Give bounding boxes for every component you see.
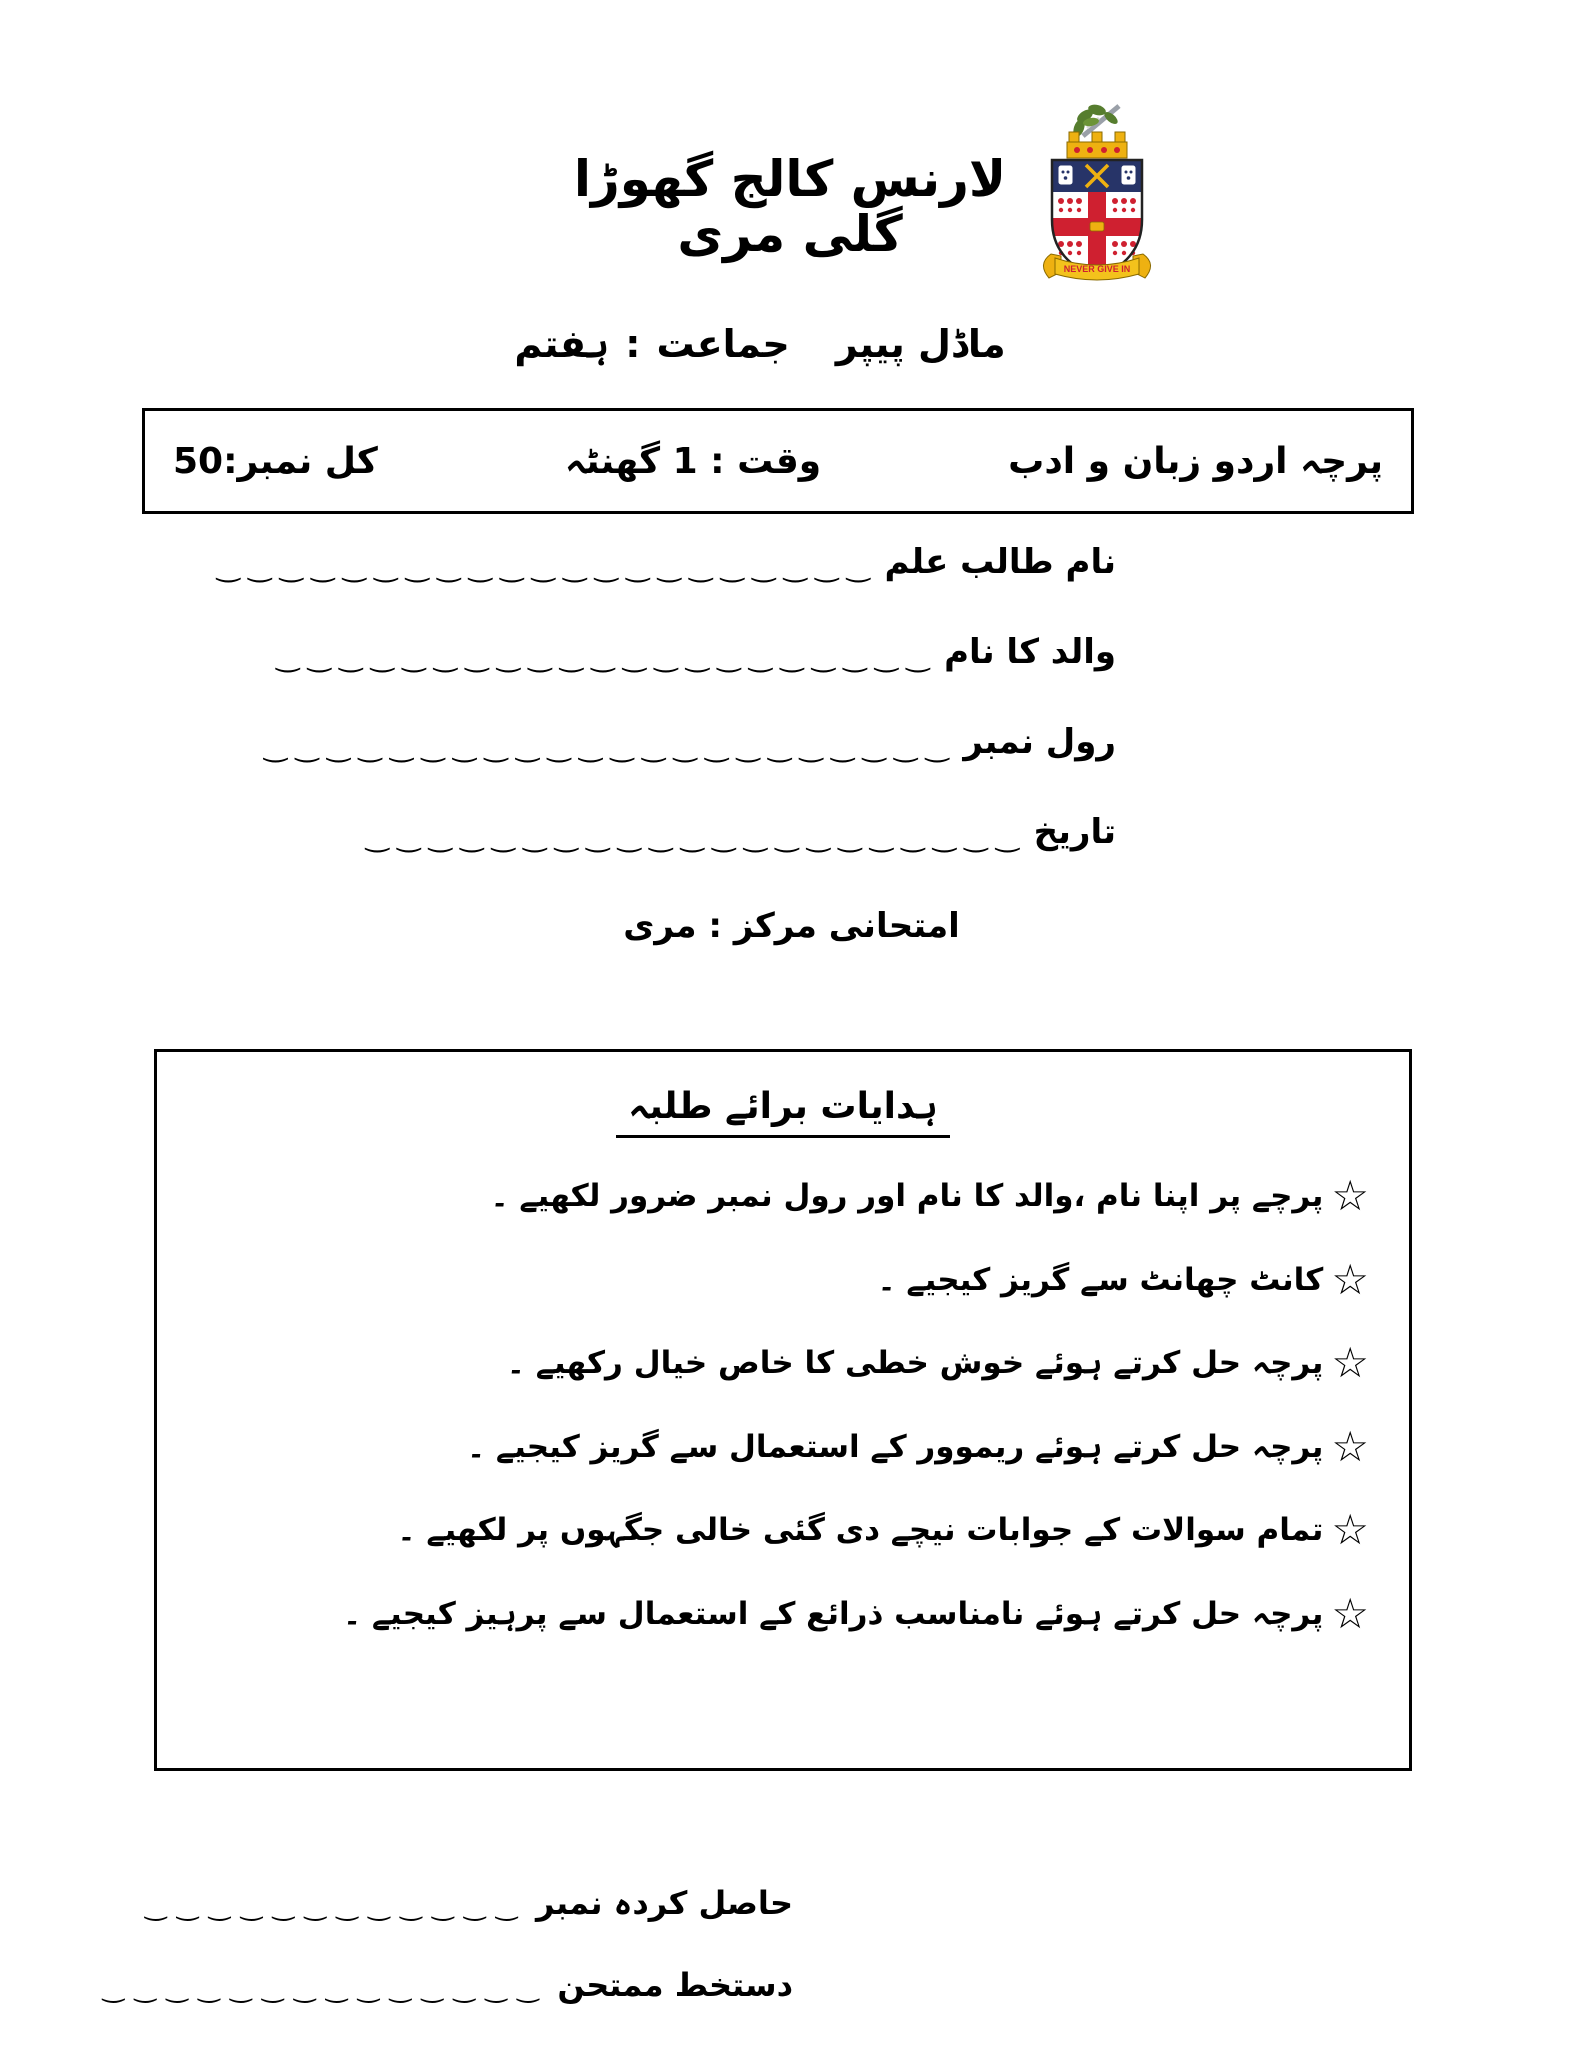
subject-title: پرچہ اردو زبان و ادب: [1008, 440, 1383, 482]
father-name-label: والد کا نام: [944, 632, 1116, 672]
instruction-text: پرچہ حل کرتے ہوئے ریموور کے استعمال سے گریز کیجیے ۔: [466, 1428, 1324, 1465]
examiner-signature-blank-line: ‿‿‿‿‿‿‿‿‿‿‿‿‿‿: [102, 1974, 550, 2004]
instructions-box: [154, 1049, 1412, 1771]
student-name-label: نام طالب علم: [884, 542, 1116, 582]
date-field: [366, 804, 1116, 860]
paper-info-bar: [142, 408, 1414, 514]
instruction-text: کانٹ چھانٹ سے گریز کیجیے ۔: [877, 1261, 1324, 1298]
class-label: جماعت: [656, 322, 790, 366]
date-label: تاریخ: [1033, 812, 1116, 852]
roll-number-blank-line: ‿‿‿‿‿‿‿‿‿‿‿‿‿‿‿‿‿‿‿‿‿‿: [264, 729, 958, 763]
star-bullet-icon: ☆: [1331, 1171, 1369, 1220]
instruction-text: تمام سوالات کے جوابات نیچے دی گئی خالی جگہوں پر لکھیے ۔: [397, 1512, 1324, 1549]
class-value: ہفتم: [514, 322, 610, 366]
student-name-blank-line: ‿‿‿‿‿‿‿‿‿‿‿‿‿‿‿‿‿‿‿‿‿: [216, 549, 879, 583]
roll-number-label: رول نمبر: [963, 722, 1116, 762]
father-name-blank-line: ‿‿‿‿‿‿‿‿‿‿‿‿‿‿‿‿‿‿‿‿‿: [276, 639, 939, 673]
star-bullet-icon: ☆: [1331, 1505, 1369, 1555]
obtained-marks-blank-line: ‿‿‿‿‿‿‿‿‿‿‿‿: [145, 1892, 529, 1922]
instructions-list: [197, 1172, 1369, 1640]
instruction-item: [197, 1423, 1369, 1473]
father-name-field: [276, 624, 1116, 680]
college-crest-logo: [1026, 102, 1168, 286]
instruction-text: پرچہ حل کرتے ہوئے نامناسب ذرائع کے استعمال سے پرہیز کیجیے ۔: [342, 1595, 1324, 1632]
paper-subtitle: [430, 322, 1090, 366]
date-blank-line: ‿‿‿‿‿‿‿‿‿‿‿‿‿‿‿‿‿‿‿‿‿: [366, 819, 1028, 853]
student-fields: [216, 534, 1116, 894]
instruction-item: [197, 1256, 1369, 1306]
star-bullet-icon: ☆: [1331, 1588, 1369, 1638]
star-bullet-icon: ☆: [1331, 1338, 1369, 1388]
footer-fields: [103, 1872, 793, 2036]
instruction-item: [197, 1339, 1369, 1389]
paper-type-label: ماڈل پیپر: [835, 322, 1006, 366]
crest-crown: [1067, 132, 1127, 158]
obtained-marks-label: حاصل کردہ نمبر: [536, 1884, 793, 1922]
examiner-signature-field: [103, 1954, 793, 2016]
college-name-title: لارنس کالج گھوڑا گلی مری: [573, 150, 1007, 263]
instruction-item: [197, 1506, 1369, 1556]
instruction-item: [197, 1172, 1369, 1222]
total-marks: کل نمبر:50: [173, 440, 378, 482]
student-name-field: [216, 534, 1116, 590]
crest-motto-text: NEVER GIVE IN: [1063, 264, 1131, 274]
time-allowed: وقت : 1 گھنٹہ: [564, 440, 822, 482]
instructions-heading: ہدایات برائے طلبہ: [616, 1086, 950, 1138]
examiner-signature-label: دستخط ممتحن: [557, 1966, 793, 2004]
instruction-text: پرچہ حل کرتے ہوئے خوش خطی کا خاص خیال رکھیے ۔: [506, 1345, 1324, 1382]
roll-number-field: [264, 714, 1116, 770]
instruction-text: پرچے پر اپنا نام ،والد کا نام اور رول نمبر ضرور لکھیے ۔: [490, 1178, 1324, 1214]
star-bullet-icon: ☆: [1331, 1254, 1369, 1304]
exam-center-line: امتحانی مرکز : مری: [623, 906, 960, 946]
obtained-marks-field: [103, 1872, 793, 1934]
class-group: [514, 322, 789, 366]
class-separator: :: [625, 322, 641, 366]
instruction-item: [197, 1590, 1369, 1640]
star-bullet-icon: ☆: [1331, 1421, 1369, 1471]
